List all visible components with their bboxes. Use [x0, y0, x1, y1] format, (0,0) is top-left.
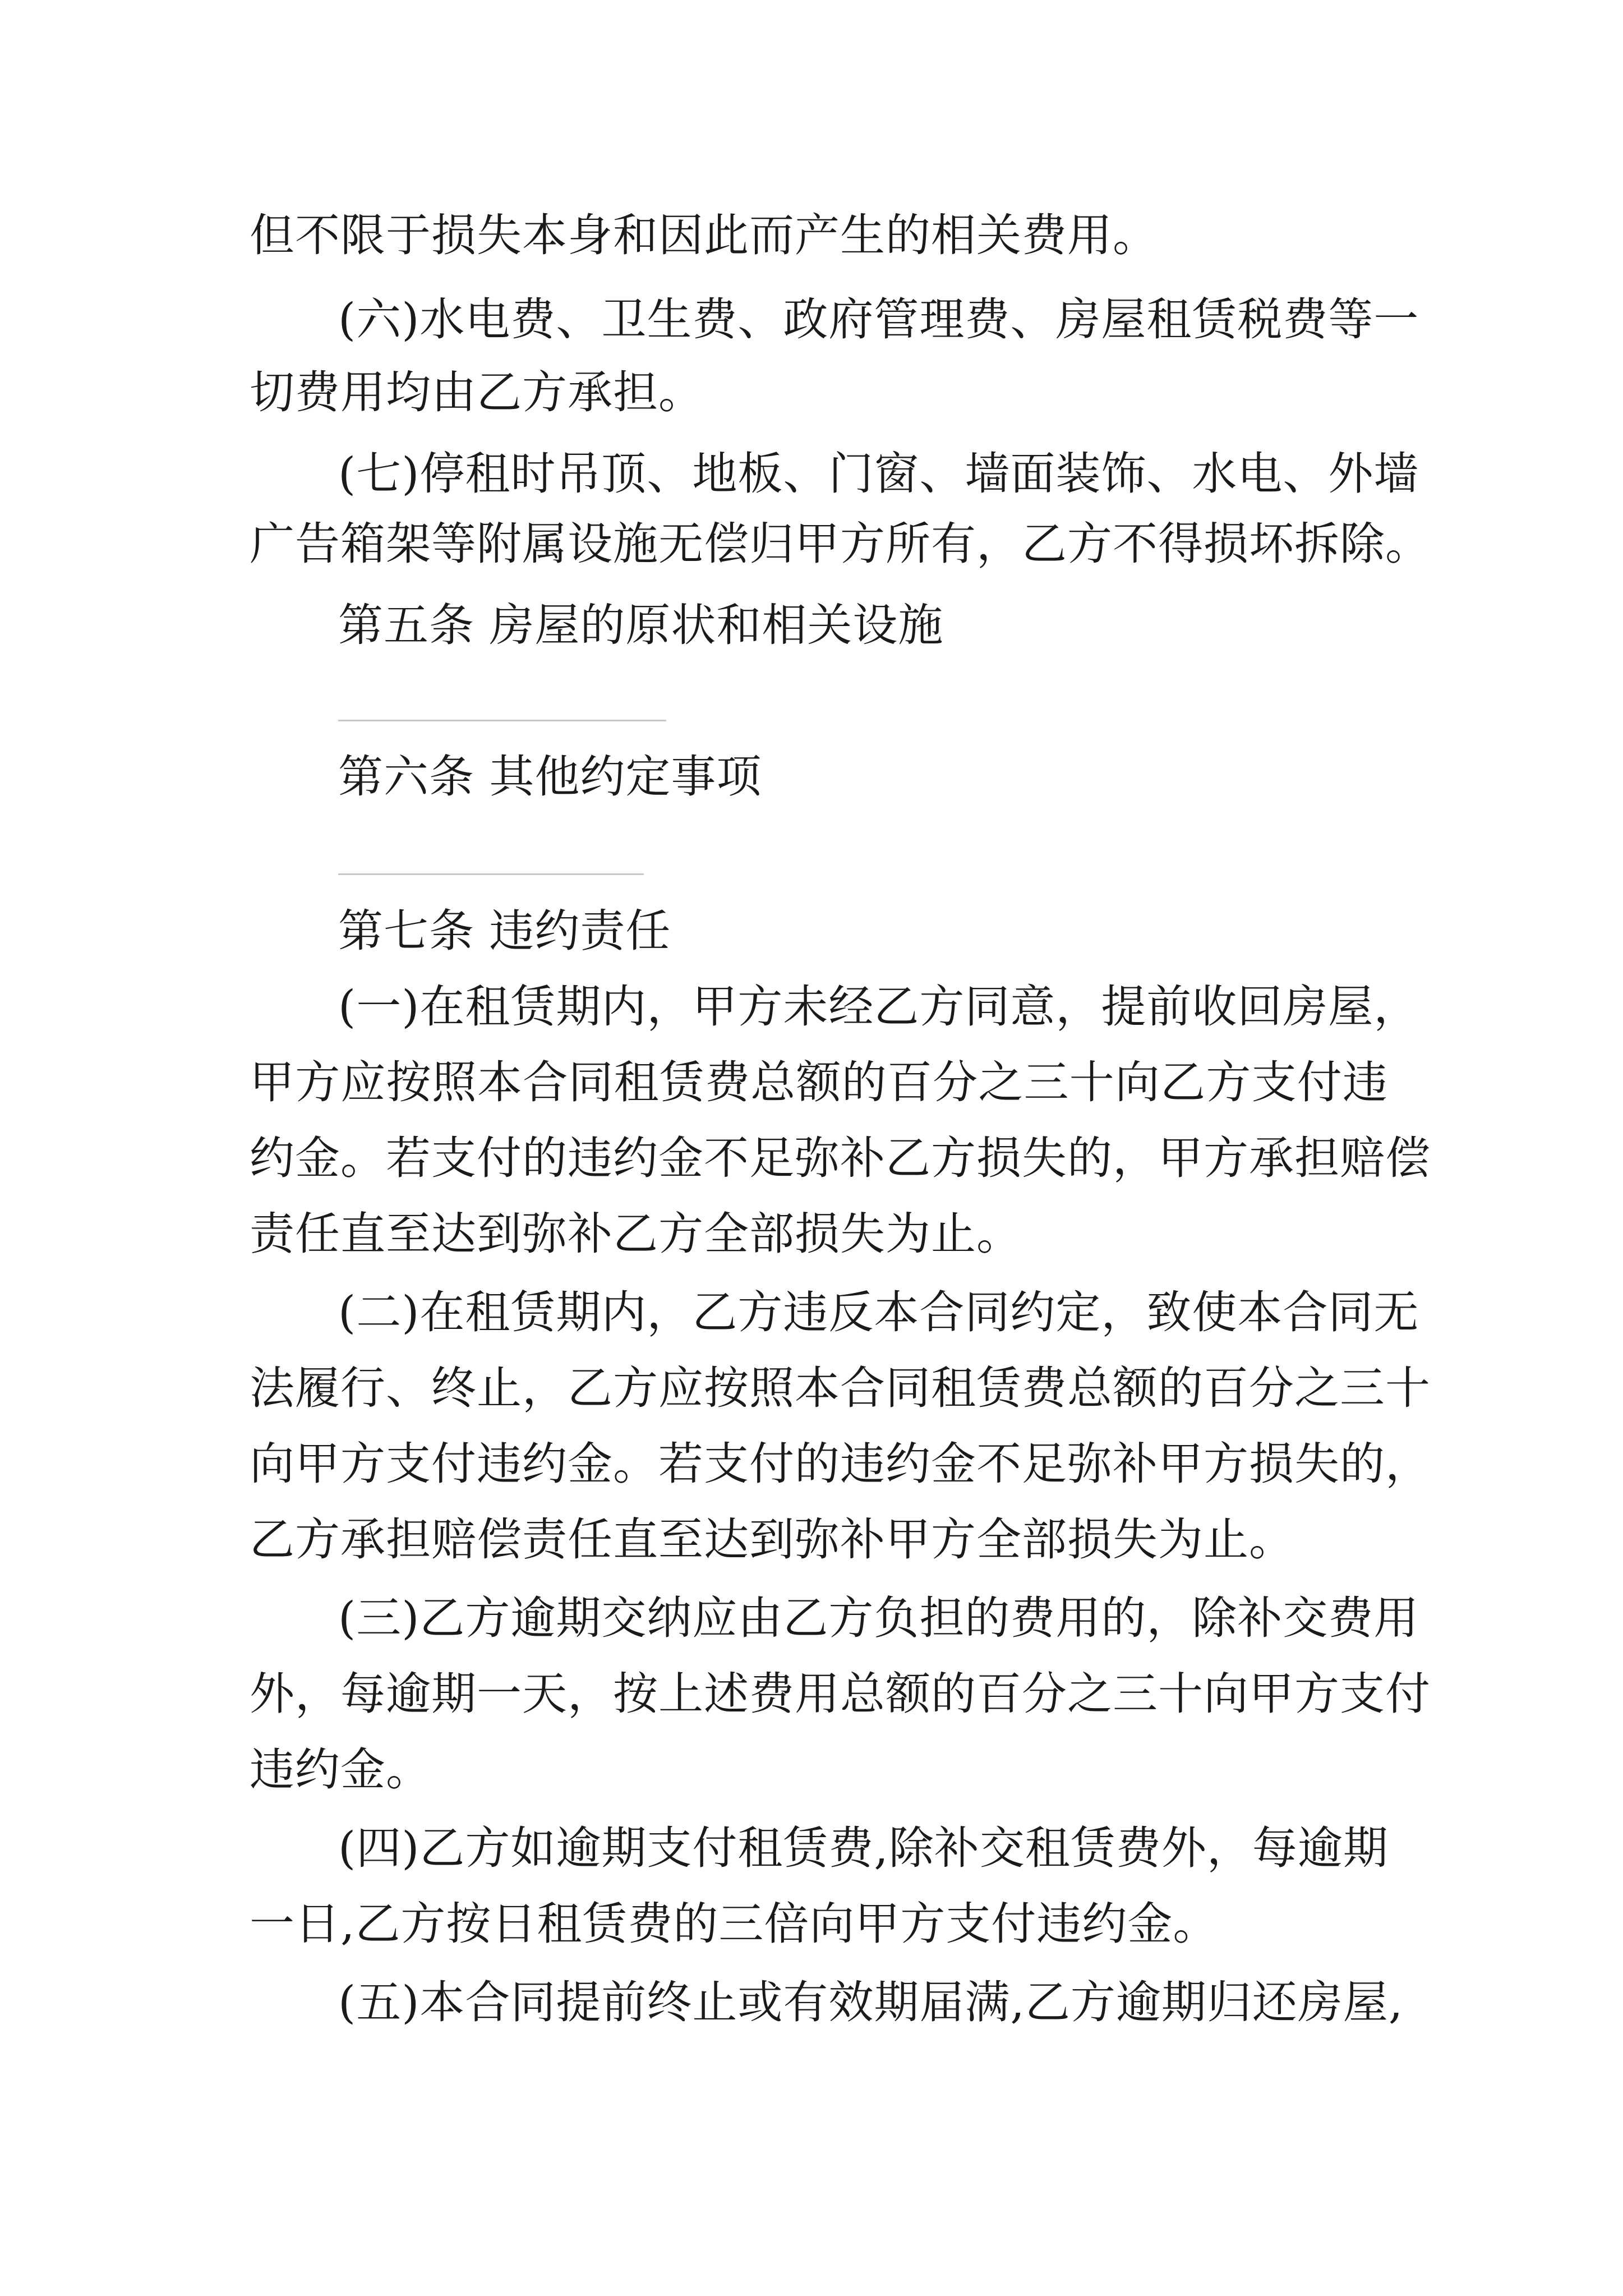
clause-3-line: (三)乙方逾期交纳应由乙方负担的费用的，除补交费用	[338, 1592, 1419, 1644]
clause-4-line: (四)乙方如逾期支付租赁费,除补交租赁费外，每逾期	[338, 1822, 1389, 1874]
paragraph-line: 责任直至达到弥补乙方全部损失为止。	[250, 1208, 1022, 1260]
paragraph-line: 违约金。	[250, 1743, 431, 1796]
fill-in-blank-line	[338, 720, 666, 721]
clause-7-line: (七)停租时吊顶、地板、门窗、墙面装饰、水电、外墙	[338, 448, 1419, 500]
paragraph-line: 向甲方支付违约金。若支付的违约金不足弥补甲方损失的，	[250, 1438, 1431, 1490]
paragraph-line: 法履行、终止，乙方应按照本合同租赁费总额的百分之三十	[250, 1362, 1431, 1414]
article-5-heading: 第五条 房屋的原状和相关设施	[338, 599, 944, 651]
article-6-heading: 第六条 其他约定事项	[338, 751, 762, 803]
paragraph-line: 甲方应按照本合同租赁费总额的百分之三十向乙方支付违	[250, 1056, 1388, 1108]
clause-1-line: (一)在租赁期内，甲方未经乙方同意，提前收回房屋，	[338, 981, 1419, 1033]
paragraph-line: 约金。若支付的违约金不足弥补乙方损失的，甲方承担赔偿	[250, 1132, 1431, 1184]
paragraph-line: 外，每逾期一天，按上述费用总额的百分之三十向甲方支付	[250, 1668, 1431, 1720]
article-7-heading: 第七条 违约责任	[338, 905, 671, 957]
fill-in-blank-line	[338, 873, 644, 875]
paragraph-line: 乙方承担赔偿责任直至达到弥补甲方全部损失为止。	[250, 1513, 1294, 1566]
paragraph-line: 一日,乙方按日租赁费的三倍向甲方支付违约金。	[250, 1898, 1219, 1950]
clause-2-line: (二)在租赁期内，乙方违反本合同约定，致使本合同无	[338, 1286, 1419, 1338]
clause-5-line: (五)本合同提前终止或有效期届满,乙方逾期归还房屋,	[338, 1976, 1404, 2028]
paragraph-line: 切费用均由乙方承担。	[250, 366, 704, 418]
paragraph-line: 但不限于损失本身和因此而产生的相关费用。	[250, 209, 1158, 261]
paragraph-line: 广告箱架等附属设施无偿归甲方所有，乙方不得损坏拆除。	[250, 518, 1431, 570]
clause-6-line: (六)水电费、卫生费、政府管理费、房屋租赁税费等一	[338, 293, 1419, 346]
